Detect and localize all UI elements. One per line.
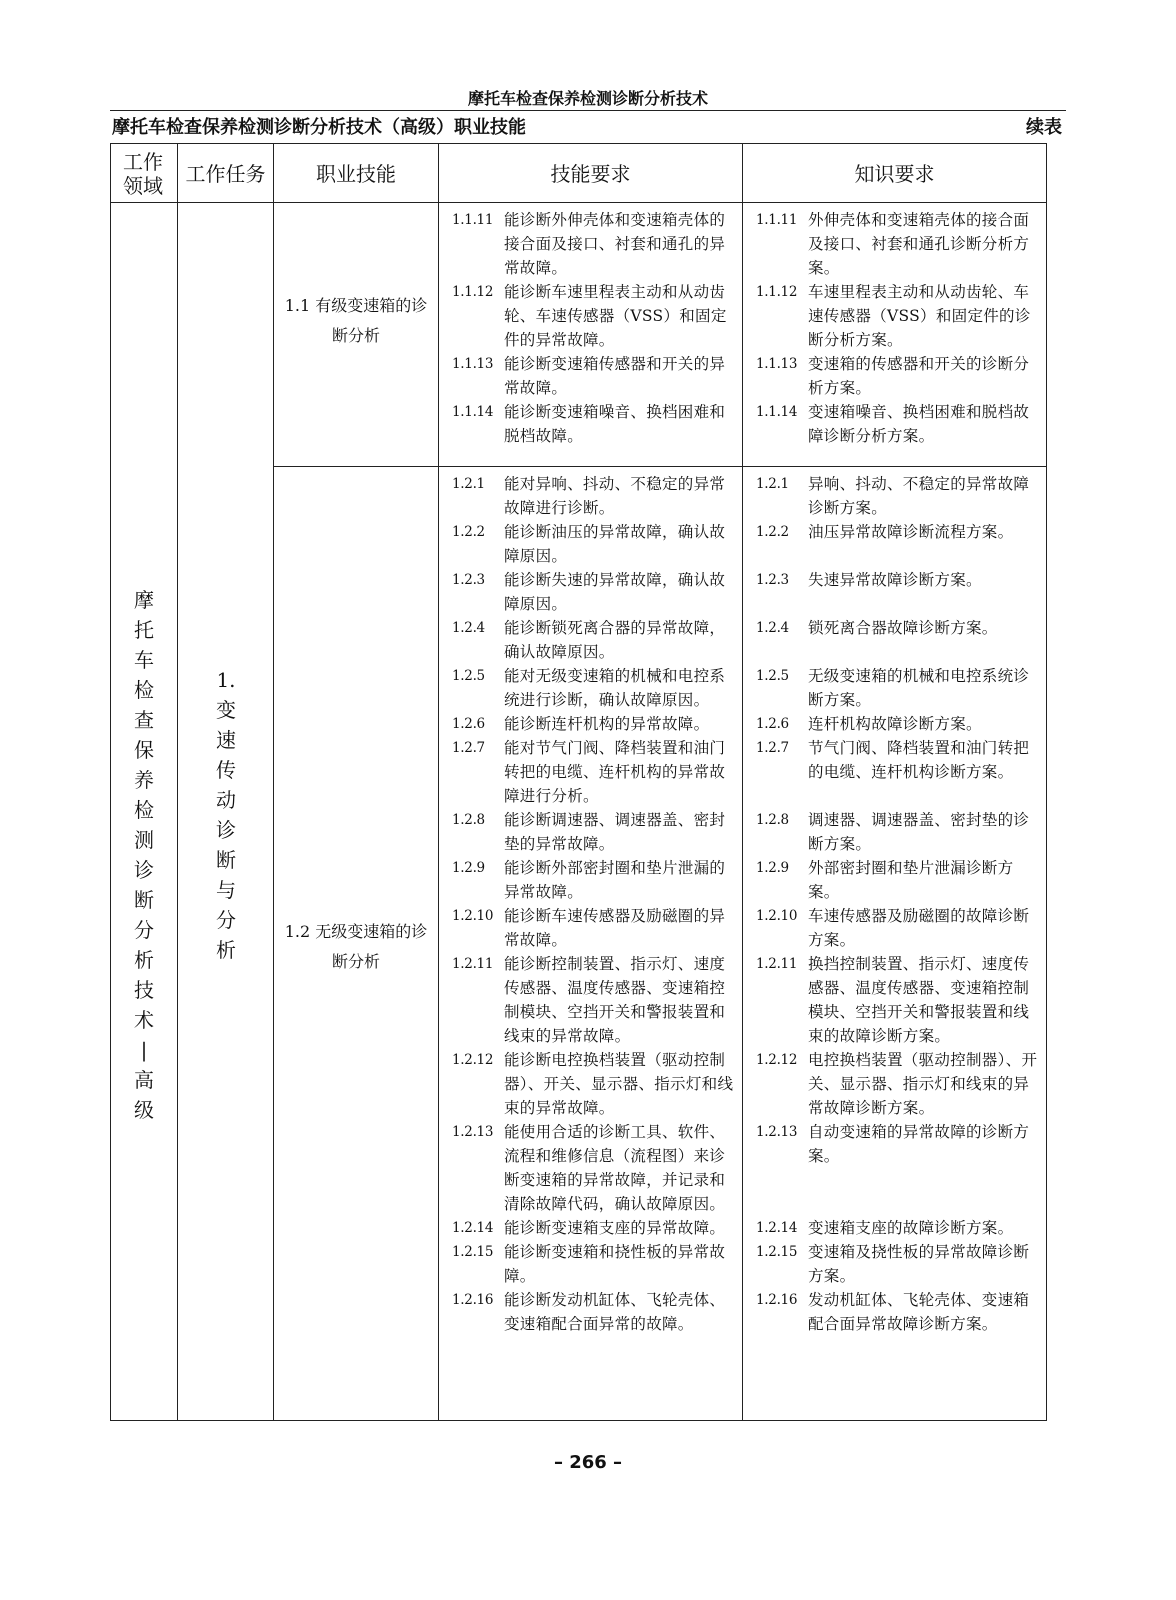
knowledge-requirement-item — [756, 280, 1039, 352]
item-text: 能诊断失速的异常故障，确认故障原因。 — [504, 571, 726, 613]
skill-requirement-item — [452, 1288, 735, 1336]
work-domain-char: 查 — [134, 708, 154, 732]
item-text: 变速箱噪音、换档困难和脱档故障诊断分析方案。 — [808, 403, 1030, 445]
item-text: 自动变速箱的异常故障的诊断方案。 — [808, 1123, 1030, 1165]
item-text: 能诊断变速箱传感器和开关的异常故障。 — [504, 355, 726, 397]
running-header: 摩托车检查保养检测诊断分析技术 — [467, 89, 708, 108]
work-domain-char: 术 — [134, 1008, 154, 1032]
item-text: 车速传感器及励磁圈的故障诊断方案。 — [808, 907, 1030, 949]
skill-requirement-item — [452, 280, 735, 352]
col-divider — [742, 143, 743, 1421]
item-text: 换挡控制装置、指示灯、速度传感器、温度传感器、变速箱控制模块、空挡开关和警报装置和线束的故障诊断方案。 — [808, 955, 1030, 1045]
item-text: 能诊断控制装置、指示灯、速度传感器、温度传感器、变速箱控制模块、空挡开关和警报装置和线束的异常故障。 — [504, 955, 726, 1045]
knowledge-requirement-item — [756, 712, 1039, 736]
item-number: 1.2.2 — [452, 524, 485, 540]
work-domain-char: 摩 — [134, 588, 154, 612]
continued-label: 续表 — [1026, 117, 1062, 138]
work-domain-char: 养 — [134, 768, 154, 792]
knowledge-requirement-item — [756, 520, 1039, 568]
item-number: 1.2.9 — [756, 860, 789, 876]
skill-requirements-1-1 — [452, 208, 735, 448]
knowledge-requirement-item — [756, 736, 1039, 808]
item-text: 调速器、调速器盖、密封垫的诊断方案。 — [808, 811, 1030, 853]
item-text: 能诊断发动机缸体、飞轮壳体、变速箱配合面异常的故障。 — [504, 1291, 726, 1333]
knowledge-requirement-item — [756, 616, 1039, 664]
item-text: 变速箱及挠性板的异常故障诊断方案。 — [808, 1243, 1030, 1285]
item-text: 节气门阀、降档装置和油门转把的电缆、连杆机构诊断方案。 — [808, 739, 1030, 781]
item-text: 外部密封圈和垫片泄漏诊断方案。 — [808, 859, 1014, 901]
header-skill: 职业技能 — [316, 162, 396, 186]
skill-requirement-item — [452, 808, 735, 856]
work-task-cell — [179, 665, 273, 965]
table-title: 摩托车检查保养检测诊断分析技术（高级）职业技能 — [112, 117, 526, 138]
knowledge-requirements-1-2 — [756, 472, 1039, 1336]
knowledge-requirement-item — [756, 1216, 1039, 1240]
work-domain-char: 析 — [134, 948, 154, 972]
work-domain-char: 诊 — [134, 858, 154, 882]
item-number: 1.2.13 — [452, 1124, 494, 1140]
work-task-char: 与 — [216, 878, 236, 902]
skill-requirement-item — [452, 736, 735, 808]
item-number: 1.1.14 — [756, 404, 798, 420]
item-number: 1.1.13 — [756, 356, 798, 372]
knowledge-requirement-item — [756, 856, 1039, 904]
knowledge-requirement-item — [756, 1288, 1039, 1336]
item-text: 能诊断电控换档装置（驱动控制器）、开关、显示器、指示灯和线束的异常故障。 — [504, 1051, 734, 1117]
item-text: 能诊断变速箱和挠性板的异常故障。 — [504, 1243, 726, 1285]
knowledge-requirement-item — [756, 808, 1039, 856]
work-domain-char: 检 — [134, 798, 154, 822]
skill-requirement-item — [452, 1240, 735, 1288]
item-number: 1.1.13 — [452, 356, 494, 372]
work-task-char: 诊 — [216, 818, 236, 842]
item-text: 失速异常故障诊断方案。 — [808, 571, 982, 589]
item-text: 能诊断连杆机构的异常故障。 — [504, 715, 710, 733]
item-number: 1.2.12 — [452, 1052, 494, 1068]
item-number: 1.2.14 — [452, 1220, 494, 1236]
header-rule — [110, 110, 1066, 111]
header-skill-requirements: 技能要求 — [550, 162, 631, 186]
knowledge-requirement-item — [756, 568, 1039, 616]
skill-requirement-item — [452, 904, 735, 952]
item-number: 1.2.8 — [756, 812, 789, 828]
item-text: 能诊断锁死离合器的异常故障，确认故障原因。 — [504, 619, 726, 661]
item-number: 1.2.1 — [452, 476, 485, 492]
item-number: 1.2.6 — [756, 716, 789, 732]
header-work-task: 工作任务 — [185, 162, 266, 186]
skill-requirement-item — [452, 1216, 735, 1240]
knowledge-requirement-item — [756, 1240, 1039, 1288]
skill-requirement-item — [452, 472, 735, 520]
item-text: 外伸壳体和变速箱壳体的接合面及接口、衬套和通孔诊断分析方案。 — [808, 211, 1030, 277]
item-number: 1.2.16 — [756, 1292, 798, 1308]
item-text: 变速箱支座的故障诊断方案。 — [808, 1219, 1014, 1237]
item-text: 能对异响、抖动、不稳定的异常故障进行诊断。 — [504, 475, 726, 517]
item-number: 1.2.8 — [452, 812, 485, 828]
item-text: 能诊断车速里程表主动和从动齿轮、车速传感器（VSS）和固定件的异常故障。 — [504, 283, 727, 349]
work-task-char: 分 — [216, 908, 236, 932]
skill-requirement-item — [452, 520, 735, 568]
work-task-char: 断 — [216, 848, 236, 872]
item-text: 锁死离合器故障诊断方案。 — [808, 619, 998, 637]
skill-requirement-item — [452, 1120, 735, 1216]
skill-requirement-item — [452, 712, 735, 736]
item-number: 1.2.5 — [756, 668, 789, 684]
skill-requirement-item — [452, 352, 735, 400]
skill-requirement-item — [452, 1048, 735, 1120]
item-number: 1.2.14 — [756, 1220, 798, 1236]
item-number: 1.2.16 — [452, 1292, 494, 1308]
work-domain-char: 车 — [134, 648, 154, 672]
item-number: 1.2.10 — [452, 908, 494, 924]
header-work-domain: 工作领域 — [123, 150, 163, 198]
item-number: 1.1.12 — [452, 284, 494, 300]
skill-requirement-item — [452, 616, 735, 664]
item-text: 电控换档装置（驱动控制器）、开关、显示器、指示灯和线束的异常故障诊断方案。 — [808, 1051, 1038, 1117]
item-text: 能使用合适的诊断工具、软件、流程和维修信息（流程图）来诊断变速箱的异常故障，并记录和清除故障代码，确认故障原因。 — [504, 1123, 726, 1213]
work-domain-char: 级 — [134, 1098, 154, 1122]
work-task-char: 1. — [216, 668, 236, 692]
header-knowledge-requirements: 知识要求 — [854, 162, 935, 186]
work-domain-char: 断 — [134, 888, 154, 912]
work-domain-char: 高 — [134, 1068, 154, 1092]
work-domain-char: 分 — [134, 918, 154, 942]
item-number: 1.2.3 — [452, 572, 485, 588]
item-text: 连杆机构故障诊断方案。 — [808, 715, 982, 733]
knowledge-requirement-item — [756, 208, 1039, 280]
item-number: 1.1.11 — [452, 212, 494, 228]
knowledge-requirement-item — [756, 952, 1039, 1048]
col-divider — [273, 143, 274, 1421]
item-number: 1.2.15 — [452, 1244, 494, 1260]
item-text: 能对无级变速箱的机械和电控系统进行诊断，确认故障原因。 — [504, 667, 726, 709]
skill-requirement-item — [452, 664, 735, 712]
skill-row-divider — [273, 466, 1047, 467]
work-task-char: 传 — [216, 758, 236, 782]
skill-requirement-item — [452, 400, 735, 448]
item-number: 1.2.4 — [452, 620, 485, 636]
item-number: 1.1.11 — [756, 212, 798, 228]
skill-requirement-item — [452, 208, 735, 280]
item-text: 油压异常故障诊断流程方案。 — [808, 523, 1014, 541]
work-domain-char: 保 — [134, 738, 154, 762]
work-task-char: 变 — [216, 698, 236, 722]
work-domain-char: 托 — [134, 618, 154, 642]
skill-name-1-1: 1.1 有级变速箱的诊断分析 — [284, 296, 428, 345]
item-number: 1.2.11 — [452, 956, 494, 972]
item-text: 能诊断油压的异常故障，确认故障原因。 — [504, 523, 726, 565]
item-text: 变速箱的传感器和开关的诊断分析方案。 — [808, 355, 1030, 397]
item-number: 1.2.6 — [452, 716, 485, 732]
work-task-char: 析 — [216, 938, 236, 962]
item-number: 1.2.10 — [756, 908, 798, 924]
work-domain-char: 测 — [134, 828, 154, 852]
item-text: 能诊断外伸壳体和变速箱壳体的接合面及接口、衬套和通孔的异常故障。 — [504, 211, 726, 277]
skill-requirement-item — [452, 568, 735, 616]
item-number: 1.2.9 — [452, 860, 485, 876]
item-number: 1.2.4 — [756, 620, 789, 636]
col-divider — [438, 143, 439, 1421]
knowledge-requirement-item — [756, 1120, 1039, 1216]
item-number: 1.2.13 — [756, 1124, 798, 1140]
item-number: 1.2.12 — [756, 1052, 798, 1068]
item-text: 无级变速箱的机械和电控系统诊断方案。 — [808, 667, 1030, 709]
col-divider — [177, 143, 178, 1421]
work-domain-char: | — [140, 1038, 148, 1062]
work-domain-cell — [112, 585, 176, 1125]
knowledge-requirement-item — [756, 664, 1039, 712]
item-text: 能诊断车速传感器及励磁圈的异常故障。 — [504, 907, 726, 949]
item-number: 1.2.1 — [756, 476, 789, 492]
skill-name-1-2: 1.2 无级变速箱的诊断分析 — [284, 922, 428, 971]
page-number: – 266 – — [553, 1452, 623, 1473]
skill-requirement-item — [452, 952, 735, 1048]
item-number: 1.2.7 — [452, 740, 485, 756]
item-text: 发动机缸体、飞轮壳体、变速箱配合面异常故障诊断方案。 — [808, 1291, 1030, 1333]
item-text: 能诊断外部密封圈和垫片泄漏的异常故障。 — [504, 859, 726, 901]
item-number: 1.1.14 — [452, 404, 494, 420]
work-domain-char: 技 — [134, 978, 154, 1002]
knowledge-requirement-item — [756, 1048, 1039, 1120]
item-text: 能对节气门阀、降档装置和油门转把的电缆、连杆机构的异常故障进行分析。 — [504, 739, 726, 805]
item-number: 1.2.11 — [756, 956, 798, 972]
item-text: 能诊断变速箱支座的异常故障。 — [504, 1219, 726, 1237]
work-task-char: 动 — [216, 788, 236, 812]
item-number: 1.2.15 — [756, 1244, 798, 1260]
work-task-char: 速 — [216, 728, 236, 752]
work-domain-char: 检 — [134, 678, 154, 702]
item-text: 能诊断调速器、调速器盖、密封垫的异常故障。 — [504, 811, 726, 853]
item-text: 车速里程表主动和从动齿轮、车速传感器（VSS）和固定件的诊断分析方案。 — [808, 283, 1031, 349]
knowledge-requirements-1-1 — [756, 208, 1039, 448]
item-number: 1.2.7 — [756, 740, 789, 756]
item-text: 能诊断变速箱噪音、换档困难和脱档故障。 — [504, 403, 726, 445]
item-number: 1.2.5 — [452, 668, 485, 684]
knowledge-requirement-item — [756, 352, 1039, 400]
item-number: 1.2.2 — [756, 524, 789, 540]
item-number: 1.2.3 — [756, 572, 789, 588]
skill-requirement-item — [452, 856, 735, 904]
item-text: 异响、抖动、不稳定的异常故障诊断方案。 — [808, 475, 1030, 517]
knowledge-requirement-item — [756, 472, 1039, 520]
skill-requirements-1-2 — [452, 472, 735, 1336]
item-number: 1.1.12 — [756, 284, 798, 300]
knowledge-requirement-item — [756, 904, 1039, 952]
knowledge-requirement-item — [756, 400, 1039, 448]
